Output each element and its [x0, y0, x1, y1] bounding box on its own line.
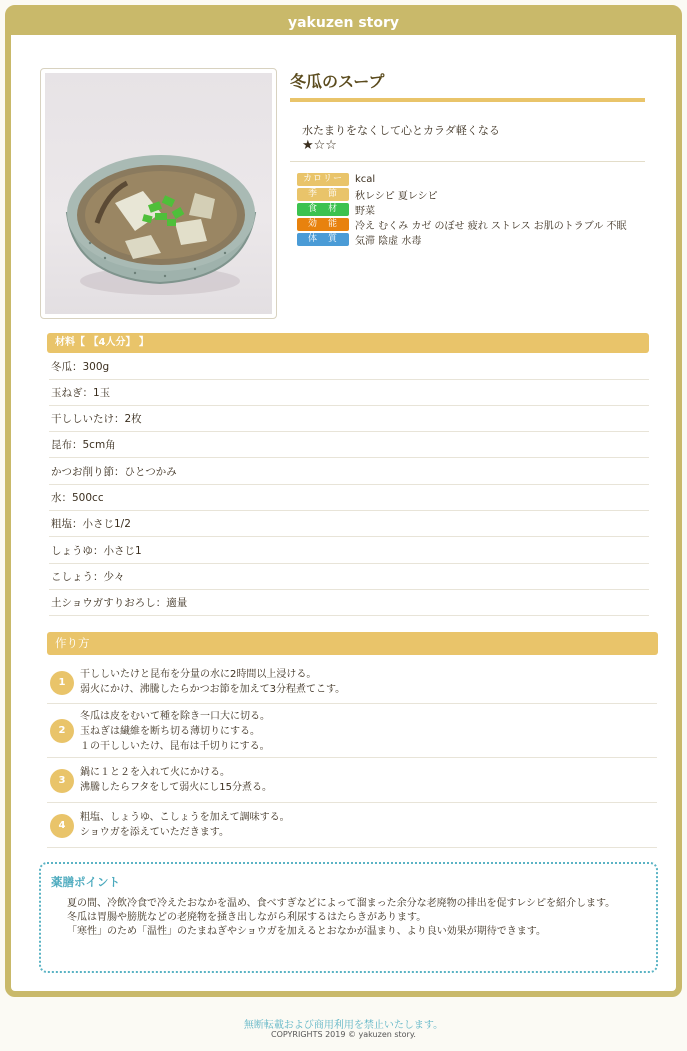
ingredient-item: こしょう：少々 — [49, 564, 649, 590]
step-line: 鍋に１と２を入れて火にかける。 — [80, 767, 230, 778]
step-line: ショウガを添えていただきます。 — [80, 827, 229, 838]
ingredient-item: 土ショウガすりおろし：適量 — [49, 590, 649, 616]
point-line: 「寒性」のため「温性」のたまねぎやショウガを加えるとおなかが温まり、より良い効果が期待できます。 — [67, 926, 546, 937]
recipe-description: 水たまりをなくして心とカラダ軽くなる — [302, 124, 500, 137]
season-badge: 季 節 — [297, 188, 349, 201]
meta-calorie — [297, 172, 375, 186]
step-text — [80, 667, 345, 697]
ingredient-value[interactable]: 野菜 — [355, 205, 375, 217]
yakuzen-point-box — [39, 862, 658, 973]
soup-bowl-image — [45, 73, 272, 314]
step-row — [47, 661, 657, 704]
step-line: 沸騰したらフタをして弱火にし15分煮る。 — [80, 782, 273, 793]
step-number: 4 — [50, 814, 74, 838]
ingredient-item: しょうゆ：小さじ1 — [49, 538, 649, 564]
constitution-value[interactable]: 気滞 陰虚 水毒 — [355, 235, 422, 247]
step-row — [47, 758, 657, 803]
step-row — [47, 704, 657, 758]
steps-heading: 作り方 — [47, 632, 658, 655]
step-text — [80, 709, 270, 754]
title-underline — [290, 98, 645, 102]
page-frame — [5, 5, 682, 997]
step-line: 干ししいたけと昆布を分量の水に2時間以上浸ける。 — [80, 669, 317, 680]
point-text — [67, 897, 615, 939]
site-header: yakuzen story — [11, 11, 676, 35]
step-text — [80, 810, 290, 840]
ingredient-item: 昆布：5cm角 — [49, 432, 649, 458]
effect-value[interactable]: 冷え むくみ カゼ のぼせ 疲れ ストレス お肌のトラブル 不眠 — [355, 220, 627, 232]
step-line: 玉ねぎは繊維を断ち切る薄切りにする。 — [80, 726, 260, 737]
meta-season — [297, 187, 438, 201]
point-heading: 薬膳ポイント — [51, 875, 120, 889]
point-line: 冬瓜は胃腸や膀胱などの老廃物を掻き出しながら利尿するはたらきがあります。 — [67, 912, 427, 923]
meta-constitution — [297, 232, 421, 246]
footer-notice: 無断転載および商用利用を禁止いたします。 — [243, 1020, 444, 1031]
ingredient-item: 玉ねぎ：1玉 — [49, 380, 649, 406]
meta-effect — [297, 217, 627, 231]
recipe-title: 冬瓜のスープ — [290, 72, 385, 91]
ingredient-item: 冬瓜：300g — [49, 354, 649, 380]
step-line: 粗塩、しょうゆ、こしょうを加えて調味する。 — [80, 812, 290, 823]
step-line: 弱火にかけ、沸騰したらかつお節を加えて3分程煮てこす。 — [80, 684, 346, 695]
description-divider — [290, 161, 645, 162]
step-row — [47, 803, 657, 848]
ingredient-item: 干ししいたけ：2枚 — [49, 406, 649, 432]
ingredients-heading: 材料【 【4人分】 】 — [47, 333, 649, 353]
ingredient-badge: 食 材 — [297, 203, 349, 216]
step-number: 3 — [50, 769, 74, 793]
ingredient-item: かつお削り節：ひとつかみ — [49, 459, 649, 485]
ingredient-item: 水：500cc — [49, 485, 649, 511]
recipe-photo-frame — [40, 68, 277, 319]
step-number: 1 — [50, 671, 74, 695]
calorie-value: kcal — [355, 173, 376, 185]
step-text — [80, 765, 272, 795]
step-line: １の干ししいたけ、昆布は千切りにする。 — [80, 741, 270, 752]
difficulty-rating: ★☆☆ — [302, 138, 337, 153]
effect-badge: 効 能 — [297, 218, 349, 231]
constitution-badge: 体 質 — [297, 233, 349, 246]
calorie-badge: カロリー — [297, 173, 349, 186]
ingredient-item: 粗塩：小さじ1/2 — [49, 511, 649, 537]
meta-ingredient — [297, 202, 375, 216]
step-number: 2 — [50, 719, 74, 743]
recipe-photo — [45, 73, 272, 314]
point-line: 夏の間、冷飲冷食で冷えたおなかを温め、食べすぎなどによって溜まった余分な老廃物の排出を促すレシピを紹介します。 — [67, 898, 616, 909]
season-value[interactable]: 秋レシピ 夏レシピ — [355, 190, 438, 202]
step-line: 冬瓜は皮をむいて種を除き一口大に切る。 — [80, 711, 270, 722]
footer-copyright: COPYRIGHTS 2019 © yakuzen story. — [271, 1030, 416, 1039]
